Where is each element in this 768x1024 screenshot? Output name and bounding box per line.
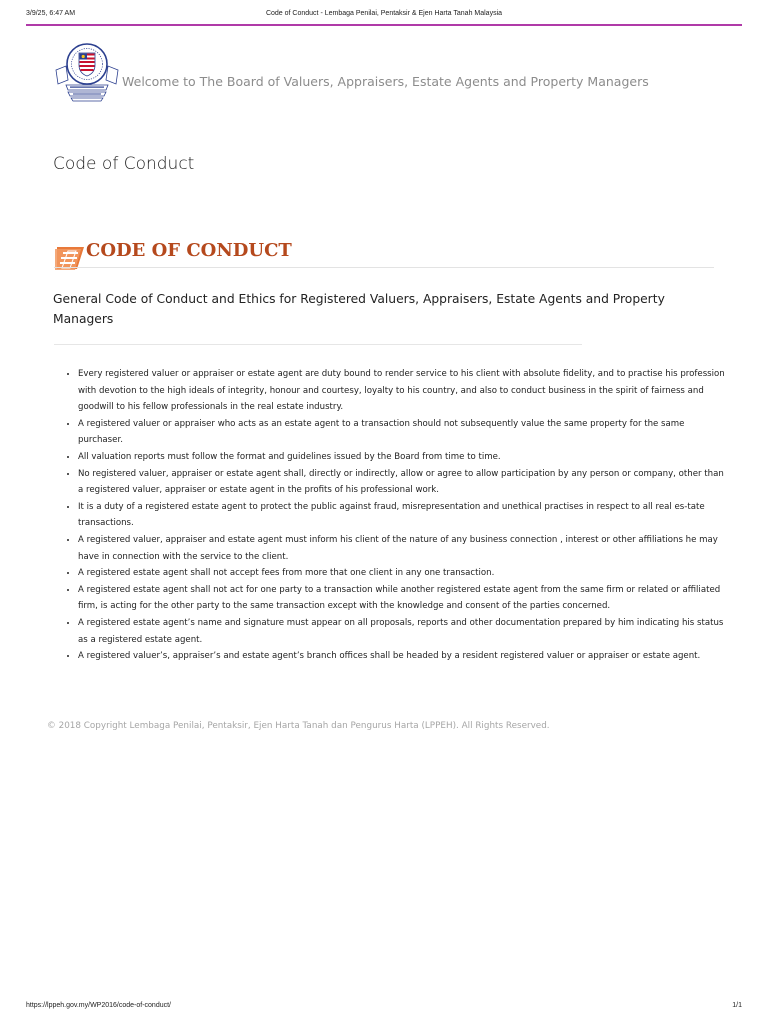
lppeh-crest-icon[interactable]: [54, 40, 120, 102]
list-item: • All valuation reports must follow the format and guidelines issued by the Board from time to time.: [78, 449, 728, 466]
conduct-rules-list: [62, 366, 728, 665]
copyright-text: © 2018 Copyright Lembaga Penilai, Pentaksir, Ejen Harta Tanah dan Pengurus Harta (LPPEH). All Rights Reserved.: [47, 721, 550, 731]
list-item: • No registered valuer, appraiser or estate agent shall, directly or indirectly, allow or agree to allow participation by any person or company, other than a registered valuer, appraiser or estate agent in the profits of his professional work.: [78, 466, 728, 499]
list-item: • A registered valuer’s, appraiser’s and estate agent’s branch offices shall be headed by a resident registered valuer or appraiser or estate agent.: [78, 648, 728, 665]
pages-icon: [54, 243, 86, 270]
section-title: CODE OF CONDUCT: [86, 240, 292, 261]
page-number: 1/1: [732, 1002, 742, 1009]
section-divider: [54, 267, 714, 268]
list-item: • A registered estate agent shall not accept fees from more that one client in any one transaction.: [78, 565, 728, 582]
list-item: • A registered valuer or appraiser who acts as an estate agent to a transaction should not subsequently value the same property for the same purchaser.: [78, 416, 728, 449]
print-header: [26, 10, 742, 22]
page-title: Code of Conduct: [53, 154, 195, 174]
list-item: • It is a duty of a registered estate agent to protect the public against fraud, misrepresentation and unethical practises in respect to all real es-tate transactions.: [78, 499, 728, 532]
site-header: [54, 38, 714, 112]
subheading-divider: [54, 344, 582, 345]
print-datetime: 3/9/25, 6:47 AM: [26, 10, 76, 17]
subheading: General Code of Conduct and Ethics for Registered Valuers, Appraisers, Estate Agents and Property Managers: [53, 292, 665, 326]
site-title: Welcome to The Board of Valuers, Appraisers, Estate Agents and Property Managers: [122, 74, 649, 89]
print-footer: [26, 1002, 742, 1014]
print-doc-title: Code of Conduct - Lembaga Penilai, Pentaksir & Ejen Harta Tanah Malaysia: [265, 10, 503, 17]
list-item: • A registered valuer, appraiser and estate agent must inform his client of the nature of any business connection , interest or other affiliations he may have in connection with the service to the client.: [78, 532, 728, 565]
top-divider: [26, 24, 742, 26]
list-item: • A registered estate agent’s name and signature must appear on all proposals, reports and other documentation prepared by him indicating his status as a registered estate agent.: [78, 615, 728, 648]
list-item: • A registered estate agent shall not act for one party to a transaction while another registered estate agent from the same firm or related or affiliated firm, is acting for the other party to the same transaction except with the knowledge and consent of the parties concerned.: [78, 582, 728, 615]
print-url[interactable]: https://lppeh.gov.my/WP2016/code-of-conduct/: [26, 1002, 172, 1009]
list-item: • Every registered valuer or appraiser or estate agent are duty bound to render service to his client with absolute fidelity, and to practise his profession with devotion to the high ideals of integrity, honour and courtesy, loyalty to his country, and also to conduct business in the spirit of fairness and goodwill to his fellow professionals in the real estate industry.: [78, 366, 728, 416]
